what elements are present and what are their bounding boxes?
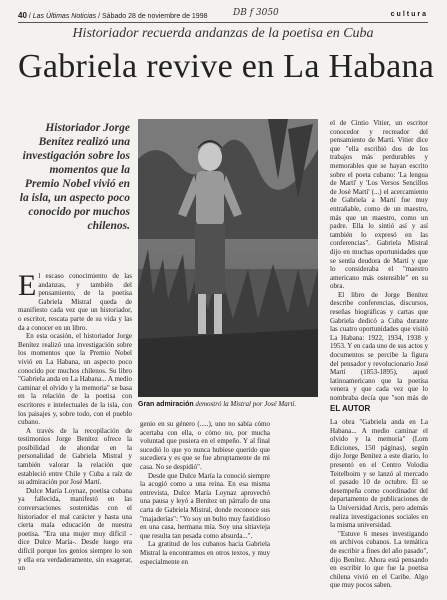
article-headline: Gabriela revive en La Habana [18, 48, 435, 85]
body-paragraph: La obra "Gabriela anda en La Habana... A medio caminar el olvido y la memoria" (Lom Ediciones, 150 páginas), según dijo Jorge Benítez a este diario, lo presentó en el Centro Volodia Teitelboim y se lanzó al mercado el pasado 10 de octubre. Él se desempeña como coordinador del departamento de publicaciones de la Universidad Arcis, pero además realiza investigaciones sociales en la misma universidad. [330, 418, 428, 530]
body-paragraph: El escaso conocimiento de las andanzas, y también del pensamiento, de la poetisa Gabriela Mistral queda de manifiesto cada vez que un historiador, o escritor, rescata parte de su vida y las da a conocer en un libro. [18, 272, 132, 332]
drop-cap: E [18, 272, 37, 302]
body-paragraph: Desde que Dulce María la conoció siempre la acogió como a una reina. En esa misma entrevista, Dulce María Loynaz aprovechó una pausa y leyó a Benítez un párrafo de una carta de Gabriela Mistral, donde reconoce sus "majaderías": "Yo soy un bulto muy fastidioso en una casa, hermana mía. Soy una sitiavieja que resulta tan pesada como absurda...". [140, 471, 270, 540]
woman-in-field-photo [138, 119, 318, 397]
publication-name: Las Últimas Noticias [32, 13, 97, 20]
column-4 [330, 418, 428, 593]
handwritten-note: DB f 3050 [233, 8, 279, 18]
section-label: cultura [390, 11, 428, 18]
body-paragraph: el de Cintio Vitier, un escritor conocedor y recreador del pensamiento de Martí. Vitier dice que "ella escribió dos de los trabajos más perdurables y memorables que se hayan escrito sobre el poeta cubano: 'La lengua de Martí' y 'Los Versos Sencillos de José Martí' (...) el acercamiento de Gabriela a Martí fue muy entrañable, como de un maestro, más que un maestro, como un padre. Ella lo sintió así y así también lo expresó en las conferencias". Gabriela Mistral dijo en muchas oportunidades que se sentía deudora de Martí y que lo consideraba el "maestro americano más ostensible" en su obra. [330, 119, 428, 291]
column-2 [140, 420, 270, 592]
page-number: 40 [18, 11, 27, 20]
body-paragraph: La gratitud de los cubanos hacia Gabriela Mistral la encontramos en otros textos, y muy especialmente en [140, 540, 270, 566]
header-rule [18, 22, 428, 23]
body-paragraph: "Estuve 6 meses investigando en archivos cubanos. La temática de escribir a fines del año pasado", dijo Benítez. Ahora está pensando en escribir lo que fue la poetisa chilena vivió en el Caribe. Algo que muy pocos saben. [330, 529, 428, 590]
article-photo [138, 119, 318, 397]
column-1 [18, 272, 132, 590]
caption-bold: Gran admiración [138, 401, 194, 408]
issue-date: Sábado 28 de noviembre de 1998 [102, 13, 208, 20]
body-paragraph: El libro de Jorge Benítez describe conferencias, discursos, reseñas biográficas y cartas que Gabriela dedicó a Cuba durante las cuatro oportunidades que visitó La Habana: 1922, 1934, 1938 y 1953. Y en cada uno de sus actos y documentos se percibe la figura del pensador y revolucionario José Martí (1853-1895), aquel latinoamericano que la poetisa venera y que cada vez que lo nombraba decía que "son más de [330, 290, 428, 402]
photo-caption [138, 400, 318, 408]
body-paragraph: genio en su género (.....), uno no sabía cómo acertaba con ella, o cómo no, por mucha voluntad que pusiera en el empeño. Y al final sucedió lo que yo nunca hubiese querido que sucediera y es que se fue abruptamente de mi casa. No se despidió". [140, 420, 270, 471]
caption-text: demostró la Mistral por José Martí. [195, 400, 297, 408]
pull-quote: Historiador Jorge Benítez realizó una investigación sobre los momentos que la Premio Nobel vivió en la isla, un aspecto poco conocido por muchos chilenos. [19, 122, 130, 232]
column-3 [330, 119, 428, 404]
body-paragraph: A través de la recopilación de testimonios Jorge Benítez ofrece la posibilidad de ahondar en la personalidad de Gabriela Mistral y también valorar la relación que estableció entre Chile y Cuba a raíz de su admiración por José Martí. [18, 426, 132, 487]
header-left: 40 / Las Últimas Noticias / Sábado 28 de noviembre de 1998 [18, 11, 208, 20]
section-subhead: EL AUTOR [330, 404, 371, 413]
article-kicker: Historiador recuerda andanzas de la poetisa en Cuba [72, 26, 374, 41]
body-paragraph: En esta ocasión, el historiador Jorge Benítez realizó una investigación sobre los momentos que la Premio Nobel vivió en La Habana, un aspecto poco conocido por muchos chilenos. Su libro "Gabriela anda en La Habana... A medio caminar el olvido y la memoria" se basa en la relación de la poetisa con escritores e intelectuales de la isla, con los paisajes y, sobre todo, con el pueblo cubano. [18, 332, 132, 427]
body-paragraph: Dulce María Loynaz, poetisa cubana ya fallecida, manifestó en las conversaciones sostenidas con el historiador el mal carácter y hasta una cierta mala educación de nuestra poetisa. "Era una mujer muy difícil -dice Dulce María-. Desde luego era difícil porque los genios siempre lo son y ella era verdaderamente, sin exagerar, un [18, 486, 132, 573]
page-header [18, 8, 428, 22]
